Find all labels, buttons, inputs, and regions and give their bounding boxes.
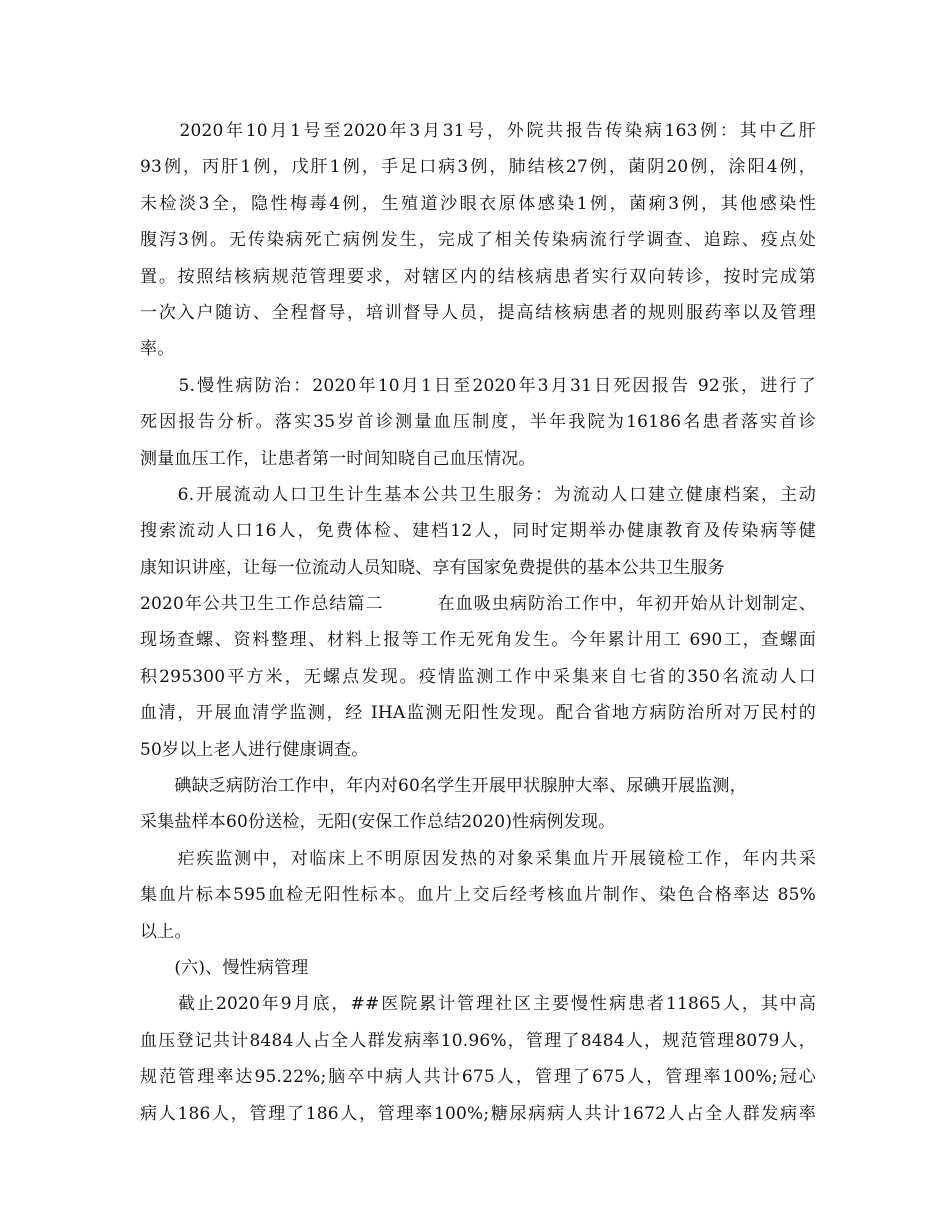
text-line: (六)、慢性病管理 <box>140 957 309 978</box>
text-line: 率。 <box>140 339 175 360</box>
text-line: 50岁以上老人进行健康调查。 <box>140 739 369 760</box>
text-line: 一次入户随访、全程督导，培训督导人员，提高结核病患者的规则服药率以及管理 <box>140 302 816 323</box>
document-body <box>140 113 816 1132</box>
text-line: 积295300平方米，无螺点发现。疫情监测工作中采集来自七省的350名流动人口 <box>140 666 816 687</box>
text-line: 6.开展流动人口卫生计生基本公共卫生服务：为流动人口建立健康档案，主动 <box>140 484 816 505</box>
text-line: 2020年10月1号至2020年3月31号，外院共报告传染病163例：其中乙肝 <box>140 121 816 141</box>
text-line: 置。按照结核病规范管理要求，对辖区内的结核病患者实行双向转诊，按时完成第 <box>140 266 816 287</box>
text-line: 现场查螺、资料整理、材料上报等工作无死角发生。今年累计用工 690工，查螺面 <box>140 630 816 651</box>
text-line: 测量血压工作，让患者第一时间知晓自己血压情况。 <box>140 448 536 469</box>
text-line: 腹泻3例。无传染病死亡病例发生，完成了相关传染病流行学调查、追踪、疫点处 <box>140 230 816 251</box>
text-line: 血压登记共计8484人占全人群发病率10.96%，管理了8484人，规范管理8079人， <box>140 1030 816 1051</box>
text-line: 康知识讲座，让每一位流动人员知晓、享有国家免费提供的基本公共卫生服务 <box>140 557 725 578</box>
text-line: 93例，丙肝1例，戊肝1例，手足口病3例，肺结核27例，菌阴20例，涂阳4例， <box>140 157 816 178</box>
text-line: 病人186人，管理了186人，管理率100%;糖尿病病人共计1672人占全人群发病率 <box>140 1103 816 1124</box>
text-line: 以上。 <box>140 921 192 942</box>
text-line: 未检淡3全，隐性梅毒4例，生殖道沙眼衣原体感染1例，菌痢3例，其他感染性 <box>140 193 816 214</box>
text-line: 搜索流动人口16人，免费体检、建档12人，同时定期举办健康教育及传染病等健 <box>140 521 816 542</box>
text-line: 疟疾监测中，对临床上不明原因发热的对象采集血片开展镜检工作，年内共采 <box>140 848 816 869</box>
text-line: 采集盐样本60份送检，无阳(安保工作总结2020)性病例发现。 <box>140 812 616 833</box>
text-line: 集血片标本595血检无阳性标本。血片上交后经考核血片制作、染色合格率达 85% <box>140 885 816 906</box>
text-line: 2020年公共卫生工作总结篇二 在血吸虫病防治工作中，年初开始从计划制定、 <box>140 594 816 615</box>
text-line: 碘缺乏病防治工作中，年内对60名学生开展甲状腺肿大率、尿碘开展监测， <box>140 776 747 797</box>
text-line: 5.慢性病防治：2020年10月1日至2020年3月31日死因报告 92张，进行了 <box>140 375 816 396</box>
text-line: 死因报告分析。落实35岁首诊测量血压制度，半年我院为16186名患者落实首诊 <box>140 412 816 433</box>
text-line: 规范管理率达95.22%;脑卒中病人共计675人，管理了675人，管理率100%;冠心 <box>140 1067 816 1088</box>
text-line: 血清，开展血清学监测，经 IHA监测无阳性发现。配合省地方病防治所对万民村的 <box>140 703 816 724</box>
text-line: 截止2020年9月底，##医院累计管理社区主要慢性病患者11865人，其中高 <box>140 994 816 1015</box>
